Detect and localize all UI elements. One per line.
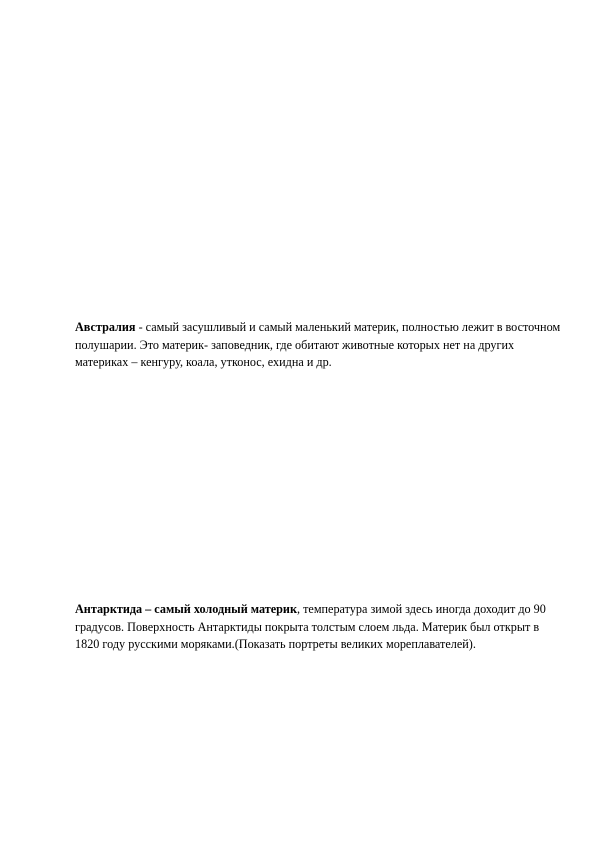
text-antarctica: , температура зимой здесь иногда доходит до 90 градусов. Поверхность Антарктиды покрыта толстым слоем льда. Материк был открыт в 1820 году русскими моряками.(Показать портреты великих мореплавателей). [75, 602, 546, 651]
term-australia: Австралия [75, 320, 136, 334]
paragraph-antarctica [75, 601, 565, 654]
text-australia: - самый засушливый и самый маленький материк, полностью лежит в восточном полушарии. Это материк- заповедник, где обитают животные которых нет на других материках – кенгуру, коала, утконос, ехидна и др. [75, 320, 561, 369]
paragraph-australia [75, 319, 565, 372]
term-antarctica: Антарктида – самый холодный материк [75, 602, 297, 616]
